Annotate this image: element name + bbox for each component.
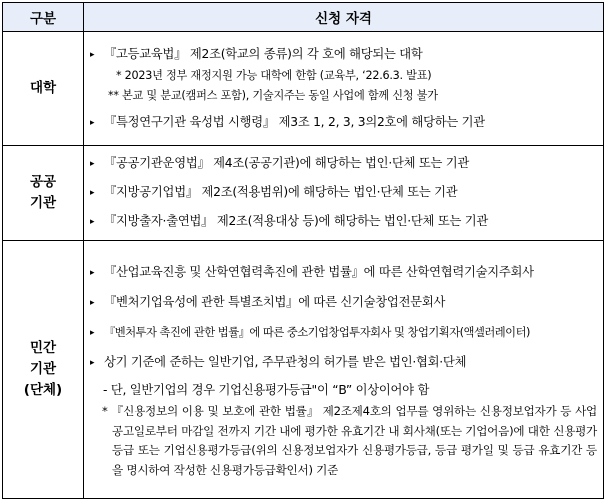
note: * 2023년 정부 재정지원 가능 대학에 한함 (교육부, ‘22.6.3. 발표): [116, 68, 432, 82]
triangle-bullet-icon: ▸: [90, 358, 95, 368]
eligibility-table: [2, 2, 604, 499]
category-label: 기관: [29, 361, 57, 377]
list-item-text: 『지방공기업법』 제2조(적용범위)에 해당하는 법인·단체 또는 기관: [104, 185, 458, 199]
content-private: [84, 241, 604, 499]
list-item-text: 『특정연구기관 육성법 시행령』 제3조 1, 2, 3, 3의2호에 해당하는 기관: [104, 114, 485, 129]
list-item-text: 상기 기준에 준하는 일반기업, 주무관청의 허가를 받은 법인·협회·단체: [104, 355, 467, 369]
list-item: [90, 111, 597, 134]
list-item: [90, 207, 597, 236]
content-university: [84, 32, 604, 146]
list-item: [90, 149, 597, 178]
table-row-university: [3, 32, 604, 146]
triangle-bullet-icon: ▸: [90, 49, 95, 60]
list-item: [90, 318, 597, 348]
table-row-private: [3, 241, 604, 499]
category-label: 민간: [29, 340, 57, 356]
header-qualification: 신청 자격: [84, 3, 604, 32]
category-private: [3, 241, 84, 499]
list-item-text: 『지방출자·출연법』 제2조(적용대상 등)에 해당하는 법인·단체 또는 기관: [104, 214, 489, 228]
table-row-public: [3, 146, 604, 241]
category-university: [3, 32, 84, 146]
triangle-bullet-icon: ▸: [90, 117, 95, 128]
list-item: [90, 288, 597, 318]
triangle-bullet-icon: ▸: [90, 328, 95, 338]
category-public: [3, 146, 84, 241]
triangle-bullet-icon: ▸: [90, 188, 95, 198]
list-item-text: 『공공기관운영법』 제4조(공공기관)에 해당하는 법인·단체 또는 기관: [104, 156, 470, 170]
triangle-bullet-icon: ▸: [90, 159, 95, 169]
list-item: [90, 348, 597, 378]
list-item: [90, 178, 597, 207]
sub-condition: - 단, 일반기업의 경우 기업신용평가등급"이 “B” 이상이어야 함: [103, 383, 430, 397]
category-label: 공공: [29, 174, 57, 190]
list-item-text: 『벤처투자 촉진에 관한 법률』에 따른 중소기업창업투자회사 및 창업기획자(액셀러레이터): [104, 326, 530, 339]
category-label: 기관: [29, 195, 57, 211]
triangle-bullet-icon: ▸: [90, 217, 95, 227]
list-item: [90, 258, 597, 288]
table-header-row: [3, 3, 604, 32]
content-public: [84, 146, 604, 241]
list-item-text: 『산업교육진흥 및 산학연협력촉진에 관한 법률』에 따른 산학연협력기술지주회사: [104, 265, 534, 279]
footnote: * 『신용정보의 이용 및 보호에 관한 법률』 제2조제4호의 업무를 영위하는 신용정보업자가 등 사업 공고일로부터 마감일 전까지 기간 내에 평가한 유효기간 내 회사채(또는 기업어음)에 대한 신용평가등급 또는 기업신용평가등급(위의 신용정보업자가 신용평가등급, 등급 평가일 및 등급 유효기간 등을 명시하여 작성한 신용평가등급확인서) 기준: [102, 404, 597, 477]
list-item-text: 『벤처기업육성에 관한 특별조치법』에 따른 신기술창업전문회사: [104, 295, 446, 309]
triangle-bullet-icon: ▸: [90, 298, 95, 308]
category-label: (단체): [23, 382, 63, 398]
list-item: [90, 43, 597, 66]
list-item-text: 『고등교육법』 제2조(학교의 종류)의 각 호에 해당되는 대학: [104, 46, 423, 61]
header-category: 구분: [3, 3, 84, 32]
note: ** 본교 및 분교(캠퍼스 포함), 기술지주는 동일 사업에 함께 신청 불가: [108, 88, 438, 102]
category-label: 대학: [29, 80, 57, 96]
triangle-bullet-icon: ▸: [90, 268, 95, 278]
